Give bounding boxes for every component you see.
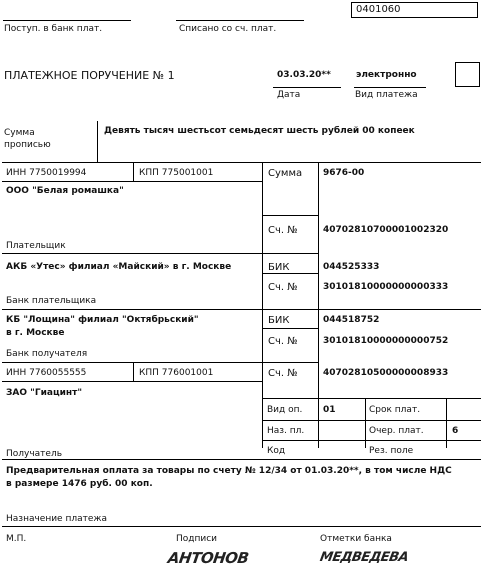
payment-type: электронно xyxy=(356,70,417,80)
purpose-line-1: Предварительная оплата за товары по счету № 12/34 от 01.03.20**, в том числе НДС xyxy=(6,466,452,476)
mp-label: М.П. xyxy=(6,534,27,544)
order-date: 03.03.20** xyxy=(277,70,331,80)
payment-type-label: Вид платежа xyxy=(355,90,418,100)
payer-inn: ИНН 7750019994 xyxy=(6,168,87,178)
amount-words: Девять тысяч шестьсот семьдесят шесть рублей 00 копеек xyxy=(104,126,415,136)
payer-account: 40702810700001002320 xyxy=(323,225,449,235)
payee-bank-account-label: Сч. № xyxy=(268,336,298,347)
payee-account-label: Сч. № xyxy=(268,368,298,379)
received-label: Поступ. в банк плат. xyxy=(4,24,103,34)
rez-label: Рез. поле xyxy=(369,446,414,456)
ocher-label: Очер. плат. xyxy=(369,426,424,436)
ocher: 6 xyxy=(452,426,459,436)
payee-bank-name-2: в г. Москве xyxy=(6,328,65,338)
vid-op: 01 xyxy=(323,405,336,415)
payer-bank-account: 30101810000000000333 xyxy=(323,282,449,292)
signatures-label: Подписи xyxy=(176,534,218,544)
amount-value: 9676-00 xyxy=(323,168,365,178)
signature-medvedeva: МЕДВЕДЕВА xyxy=(318,550,410,565)
payee-inn: ИНН 7760055555 xyxy=(6,368,87,378)
payee-kpp: КПП 776001001 xyxy=(139,368,214,378)
amount-label: Сумма xyxy=(268,168,303,179)
form-code: 0401060 xyxy=(356,4,401,15)
payer-label: Плательщик xyxy=(6,241,66,251)
order-title: ПЛАТЕЖНОЕ ПОРУЧЕНИЕ № 1 xyxy=(4,69,175,82)
status-box xyxy=(455,62,480,87)
payee-bank-bik-label: БИК xyxy=(268,315,290,326)
purpose-line-2: в размере 1476 руб. 00 коп. xyxy=(6,479,153,489)
payee-bank-bik: 044518752 xyxy=(323,315,380,325)
payer-bank-account-label: Сч. № xyxy=(268,282,298,293)
vid-op-label: Вид оп. xyxy=(267,405,303,415)
payee-label: Получатель xyxy=(6,449,63,459)
payer-bank-bik-label: БИК xyxy=(268,262,290,273)
payee-bank-label: Банк получателя xyxy=(6,349,88,359)
payee-bank-name-1: КБ "Лощина" филиал "Октябрьский" xyxy=(6,315,199,325)
srok-label: Срок плат. xyxy=(369,405,421,415)
payer-kpp: КПП 775001001 xyxy=(139,168,214,178)
debited-label: Списано со сч. плат. xyxy=(179,24,277,34)
amount-words-label-2: прописью xyxy=(4,140,51,150)
payee-account: 40702810500000008933 xyxy=(323,368,449,378)
purpose-label: Назначение платежа xyxy=(6,514,108,524)
date-label: Дата xyxy=(277,90,301,100)
payer-account-label: Сч. № xyxy=(268,225,298,236)
payee-name: ЗАО "Гиацинт" xyxy=(6,388,83,398)
kod-label: Код xyxy=(267,446,286,456)
signature-antonov: АНТОНОВ xyxy=(166,549,250,567)
payer-bank-label: Банк плательщика xyxy=(6,296,97,306)
payer-bank-bik: 044525333 xyxy=(323,262,380,272)
naz-pl-label: Наз. пл. xyxy=(267,426,305,436)
payee-bank-account: 30101810000000000752 xyxy=(323,336,449,346)
payer-bank-name: АКБ «Утес» филиал «Майский» в г. Москве xyxy=(6,262,232,272)
payer-name: ООО "Белая ромашка" xyxy=(6,186,124,196)
bank-marks-label: Отметки банка xyxy=(320,534,392,544)
amount-words-label-1: Сумма xyxy=(4,128,35,138)
